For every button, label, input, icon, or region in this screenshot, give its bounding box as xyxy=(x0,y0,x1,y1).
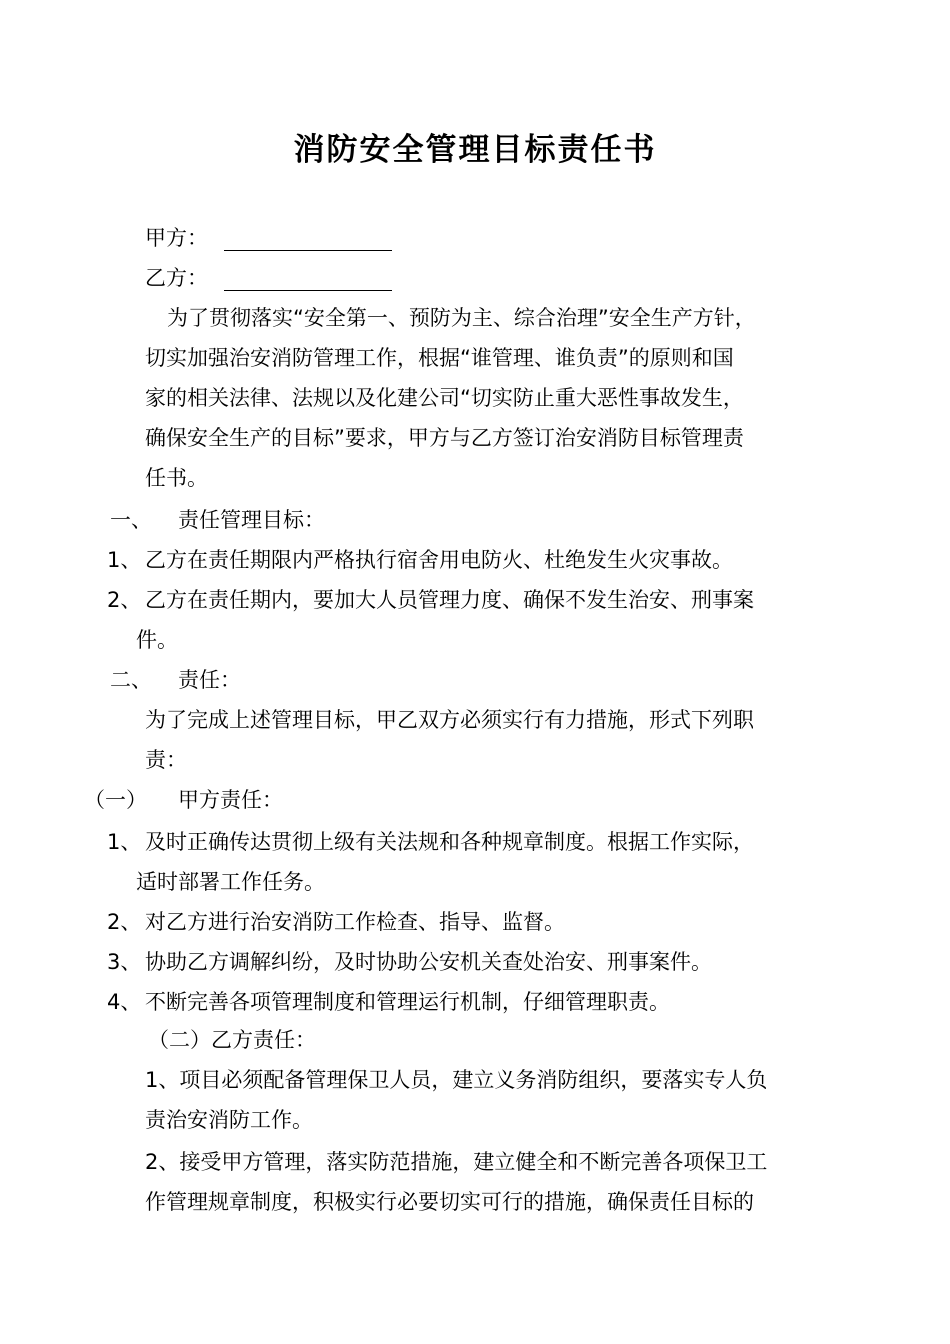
party-a-label: 甲方： xyxy=(145,226,208,250)
section2-intro-line: 责： xyxy=(145,748,187,772)
sub1-number: （一） xyxy=(84,788,147,812)
item-text: 对乙方进行治安消防工作检查、指导、监督。 xyxy=(145,910,565,934)
sub2-item-line: 责治安消防工作。 xyxy=(145,1108,313,1132)
intro-line: 任书。 xyxy=(145,466,208,490)
item-text: 乙方在责任期内，要加大人员管理力度、确保不发生治安、刑事案 xyxy=(145,588,754,612)
intro-line: 确保安全生产的目标”要求，甲方与乙方签订治安消防目标管理责 xyxy=(145,426,744,450)
list-item xyxy=(107,902,565,942)
item-number: 2、 xyxy=(107,588,142,612)
section2-heading xyxy=(110,660,241,700)
sub2-item-line: 2、接受甲方管理，落实防范措施，建立健全和不断完善各项保卫工 xyxy=(145,1150,768,1174)
sub2-item-line: 作管理规章制度，积极实行必要切实可行的措施，确保责任目标的 xyxy=(145,1190,754,1214)
item-number: 1、 xyxy=(107,830,142,854)
item-text: 及时正确传达贯彻上级有关法规和各种规章制度。根据工作实际， xyxy=(145,830,754,854)
sub1-heading xyxy=(84,780,283,820)
section1-heading xyxy=(110,500,325,540)
item-text: 协助乙方调解纠纷，及时协助公安机关查处治安、刑事案件。 xyxy=(145,950,712,974)
document-title: 消防安全管理目标责任书 xyxy=(293,132,657,168)
section2-number: 二、 xyxy=(110,668,152,692)
list-item xyxy=(107,580,754,620)
list-item xyxy=(107,822,754,862)
item-text: 乙方在责任期限内严格执行宿舍用电防火、杜绝发生火灾事故。 xyxy=(145,548,733,572)
party-a-line xyxy=(145,218,392,258)
item-number: 1、 xyxy=(107,548,142,572)
item-number: 4、 xyxy=(107,990,142,1014)
section2-intro-line: 为了完成上述管理目标，甲乙双方必须实行有力措施，形式下列职 xyxy=(145,708,754,732)
item-number: 2、 xyxy=(107,910,142,934)
sub2-heading: （二）乙方责任： xyxy=(148,1028,316,1052)
item-text-cont: 适时部署工作任务。 xyxy=(136,870,325,894)
item-text: 不断完善各项管理制度和管理运行机制，仔细管理职责。 xyxy=(145,990,670,1014)
party-b-label: 乙方： xyxy=(145,266,208,290)
list-item xyxy=(107,982,670,1022)
item-text-cont: 件。 xyxy=(136,628,178,652)
intro-line: 家的相关法律、法规以及化建公司“切实防止重大恶性事故发生， xyxy=(145,386,744,410)
party-a-blank xyxy=(224,228,392,251)
section1-title: 责任管理目标： xyxy=(178,508,325,532)
party-b-blank xyxy=(224,268,392,291)
sub2-item-line: 1、项目必须配备管理保卫人员，建立义务消防组织，要落实专人负 xyxy=(145,1068,768,1092)
intro-line: 切实加强治安消防管理工作，根据“谁管理、谁负责”的原则和国 xyxy=(145,346,734,370)
list-item xyxy=(107,540,733,580)
section1-number: 一、 xyxy=(110,508,152,532)
party-b-line xyxy=(145,258,392,298)
list-item xyxy=(107,942,712,982)
section2-title: 责任： xyxy=(178,668,241,692)
item-number: 3、 xyxy=(107,950,142,974)
intro-line: 为了贯彻落实“安全第一、预防为主、综合治理”安全生产方针， xyxy=(167,306,756,330)
sub1-title: 甲方责任： xyxy=(178,788,283,812)
